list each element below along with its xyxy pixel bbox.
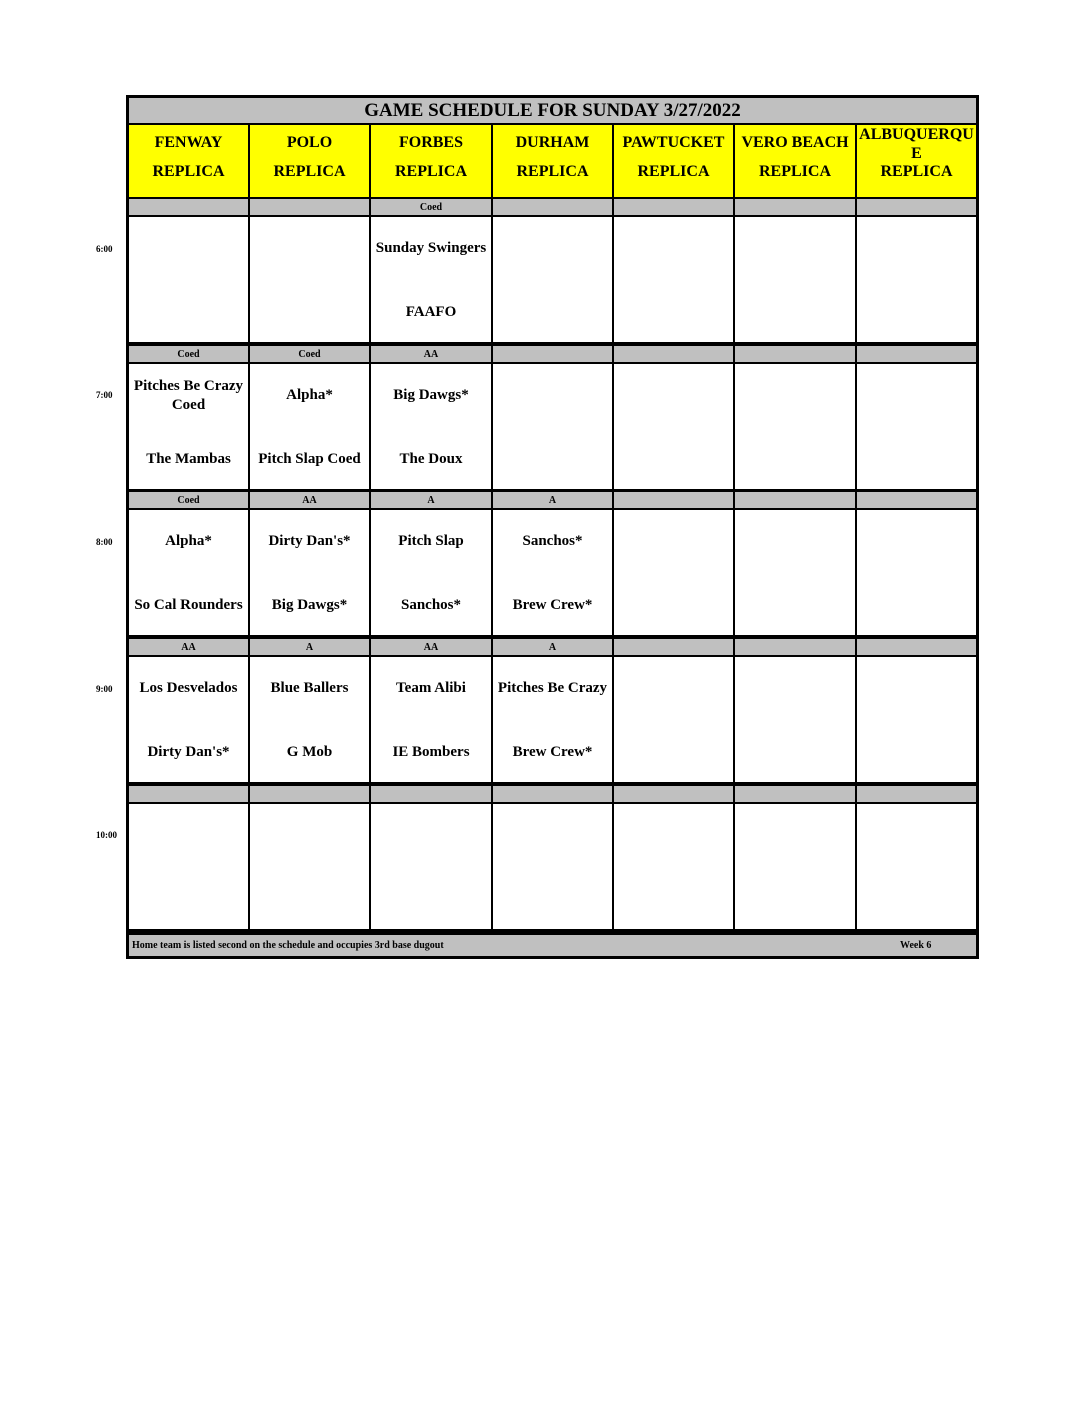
game-cell	[493, 804, 612, 929]
division-cell: AA	[129, 639, 248, 655]
home-team: The Doux	[399, 451, 463, 467]
game-cell	[250, 657, 369, 782]
away-team: Los Desvelados	[139, 680, 238, 696]
game-cell	[614, 804, 733, 929]
division-cell	[614, 492, 733, 508]
game-cell	[857, 657, 976, 782]
field-header-row	[129, 125, 976, 197]
division-cell	[371, 786, 491, 802]
home-team: FAAFO	[405, 304, 457, 320]
game-cell	[735, 217, 855, 342]
division-cell	[493, 199, 612, 215]
home-team: Big Dawgs*	[271, 597, 348, 613]
division-cell	[493, 346, 612, 362]
division-cell	[614, 199, 733, 215]
away-team: Team Alibi	[396, 680, 466, 696]
game-cell	[250, 364, 369, 489]
division-cell: A	[371, 492, 491, 508]
field-header	[493, 125, 612, 197]
away-team: Pitches Be Crazy	[497, 680, 608, 696]
game-cell	[250, 510, 369, 635]
division-cell: AA	[371, 346, 491, 362]
time-slot-row	[129, 510, 976, 635]
time-label: 8:00	[96, 537, 113, 547]
game-cell	[857, 217, 976, 342]
division-cell: Coed	[371, 199, 491, 215]
game-cell	[129, 510, 248, 635]
division-cell	[493, 786, 612, 802]
game-cell	[735, 364, 855, 489]
time-label: 6:00	[96, 244, 113, 254]
away-team: Sanchos*	[522, 533, 583, 549]
away-team: Dirty Dan's*	[268, 533, 351, 549]
division-cell	[735, 786, 855, 802]
game-cell	[857, 510, 976, 635]
division-cell: A	[250, 639, 369, 655]
game-cell	[735, 804, 855, 929]
home-team: IE Bombers	[392, 744, 470, 760]
home-team: G Mob	[286, 744, 333, 760]
division-cell	[735, 639, 855, 655]
division-cell: AA	[250, 492, 369, 508]
game-cell	[371, 804, 491, 929]
week-label: Week 6	[900, 940, 932, 951]
game-cell	[129, 364, 248, 489]
division-row	[129, 492, 976, 508]
game-cell	[493, 657, 612, 782]
time-slot-row	[129, 364, 976, 489]
division-row	[129, 346, 976, 362]
game-cell	[250, 804, 369, 929]
game-cell	[371, 364, 491, 489]
field-sub: REPLICA	[273, 163, 346, 180]
home-team: Pitch Slap Coed	[258, 451, 361, 467]
game-cell	[857, 364, 976, 489]
field-sub: REPLICA	[152, 163, 225, 180]
division-row	[129, 786, 976, 802]
away-team: Alpha*	[286, 387, 333, 403]
division-cell	[129, 786, 248, 802]
division-cell	[735, 199, 855, 215]
game-cell	[129, 217, 248, 342]
game-cell	[614, 510, 733, 635]
division-cell: Coed	[129, 346, 248, 362]
home-team: So Cal Rounders	[134, 597, 243, 613]
division-cell: AA	[371, 639, 491, 655]
time-label: 10:00	[96, 830, 117, 840]
schedule-title: GAME SCHEDULE FOR SUNDAY 3/27/2022	[129, 98, 976, 123]
division-row	[129, 639, 976, 655]
away-team: Sunday Swingers	[375, 240, 487, 256]
division-cell	[857, 492, 976, 508]
division-cell	[857, 639, 976, 655]
division-cell	[614, 786, 733, 802]
game-cell	[371, 217, 491, 342]
division-cell	[857, 199, 976, 215]
field-sub: REPLICA	[758, 163, 831, 180]
game-cell	[493, 364, 612, 489]
division-cell: Coed	[250, 346, 369, 362]
away-team: Big Dawgs*	[393, 387, 469, 403]
game-cell	[735, 657, 855, 782]
away-team: Pitch Slap	[398, 533, 464, 549]
field-name: VERO BEACH	[741, 134, 849, 151]
division-cell: Coed	[129, 492, 248, 508]
game-cell	[129, 804, 248, 929]
division-cell	[250, 199, 369, 215]
field-name: PAWTUCKET	[622, 134, 725, 151]
field-name: ALBUQUERQU E	[859, 126, 974, 162]
home-team: The Mambas	[146, 451, 231, 467]
away-team: Blue Ballers	[270, 680, 349, 696]
division-cell	[857, 786, 976, 802]
game-cell	[614, 657, 733, 782]
game-cell	[129, 657, 248, 782]
game-cell	[857, 804, 976, 929]
division-cell	[614, 639, 733, 655]
home-team: Dirty Dan's*	[147, 744, 230, 760]
field-header	[250, 125, 369, 197]
footer-note: Home team is listed second on the schedule and occupies 3rd base dugout	[132, 940, 444, 951]
field-sub: REPLICA	[880, 163, 953, 180]
field-name: FENWAY	[154, 134, 223, 151]
division-row	[129, 199, 976, 215]
field-name: FORBES	[398, 134, 463, 151]
game-cell	[614, 364, 733, 489]
field-header	[371, 125, 491, 197]
field-name: DURHAM	[515, 134, 590, 151]
footer-bar	[129, 935, 976, 956]
field-sub: REPLICA	[394, 163, 467, 180]
away-team: Alpha*	[165, 533, 212, 549]
home-team: Sanchos*	[400, 597, 462, 613]
time-label: 7:00	[96, 390, 113, 400]
time-label: 9:00	[96, 684, 113, 694]
game-cell	[371, 657, 491, 782]
division-cell: A	[493, 492, 612, 508]
field-header	[857, 125, 976, 197]
field-header	[129, 125, 248, 197]
game-cell	[614, 217, 733, 342]
division-cell	[129, 199, 248, 215]
game-cell	[493, 510, 612, 635]
away-team: Pitches Be Crazy Coed	[133, 378, 244, 413]
field-header	[614, 125, 733, 197]
time-slot-row	[129, 804, 976, 929]
game-cell	[250, 217, 369, 342]
home-team: Brew Crew*	[512, 744, 593, 760]
division-cell	[735, 492, 855, 508]
field-sub: REPLICA	[516, 163, 589, 180]
division-cell	[250, 786, 369, 802]
field-name: POLO	[286, 134, 333, 151]
schedule-sheet	[126, 95, 979, 959]
division-cell	[735, 346, 855, 362]
division-cell	[614, 346, 733, 362]
division-cell	[857, 346, 976, 362]
game-cell	[371, 510, 491, 635]
division-cell: A	[493, 639, 612, 655]
game-cell	[735, 510, 855, 635]
game-cell	[493, 217, 612, 342]
field-sub: REPLICA	[637, 163, 710, 180]
home-team: Brew Crew*	[512, 597, 593, 613]
field-header	[735, 125, 855, 197]
time-slot-row	[129, 657, 976, 782]
time-slot-row	[129, 217, 976, 342]
